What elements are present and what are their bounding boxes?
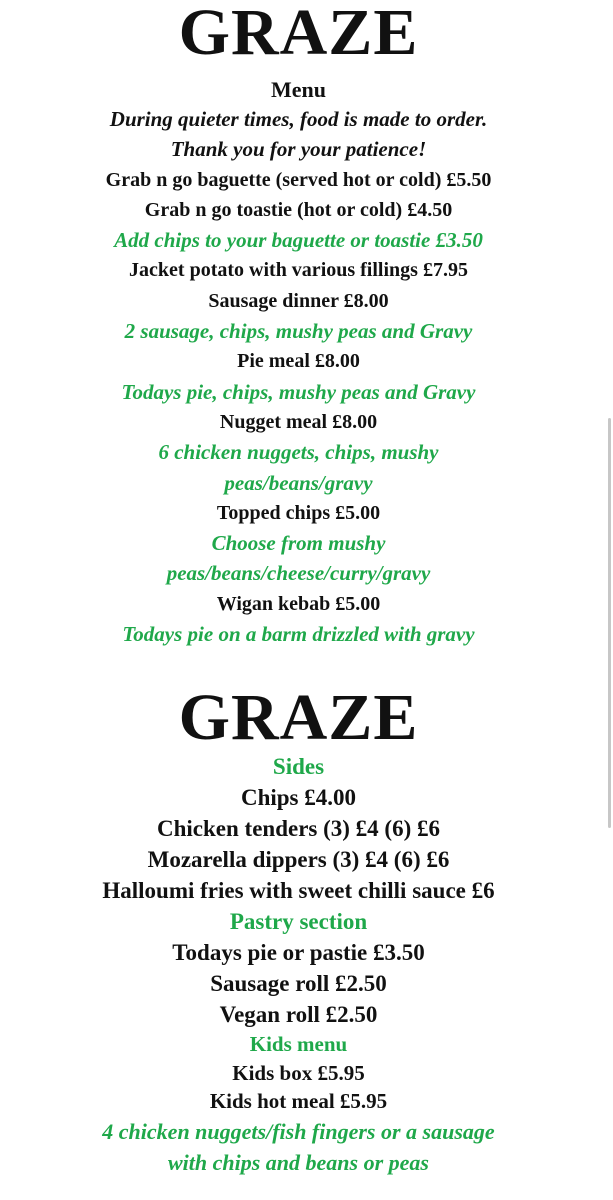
kids-note-line-2: with chips and beans or peas [168, 1149, 429, 1175]
menu-item-description: Todays pie, chips, mushy peas and Gravy [121, 379, 476, 404]
pastry-item: Vegan roll £2.50 [219, 1002, 378, 1028]
menu-item-sausage-dinner: Sausage dinner £8.00 [208, 289, 389, 312]
notice-line-2: Thank you for your patience! [170, 137, 427, 162]
side-item: Mozarella dippers (3) £4 (6) £6 [147, 847, 450, 873]
kids-item: Kids hot meal £5.95 [209, 1089, 388, 1114]
kids-note-line-1: 4 chicken nuggets/fish fingers or a sausage [102, 1118, 495, 1144]
menu-item-description: Todays pie on a barm drizzled with gravy [122, 622, 475, 647]
pastry-item: Sausage roll £2.50 [210, 971, 387, 997]
kids-heading: Kids menu [249, 1032, 348, 1057]
sides-heading: Sides [272, 754, 325, 780]
menu-item-description: peas/beans/cheese/curry/gravy [166, 561, 431, 586]
side-item: Chicken tenders (3) £4 (6) £6 [157, 816, 440, 842]
menu-item-toastie: Grab n go toastie (hot or cold) £4.50 [144, 198, 453, 221]
menu-item-description: 2 sausage, chips, mushy peas and Gravy [124, 319, 473, 344]
menu-item-pie-meal: Pie meal £8.00 [237, 350, 360, 373]
kids-item: Kids box £5.95 [232, 1060, 365, 1085]
menu-item-wigan-kebab: Wigan kebab £5.00 [216, 592, 381, 615]
side-item: Chips £4.00 [240, 785, 357, 811]
menu-item-jacket-potato: Jacket potato with various fillings £7.95 [129, 259, 468, 282]
menu-item-description: peas/beans/gravy [224, 470, 373, 495]
pastry-heading: Pastry section [229, 909, 368, 935]
menu-item-description: Choose from mushy [211, 531, 386, 556]
pastry-item: Todays pie or pastie £3.50 [172, 940, 425, 966]
menu-item-add-chips: Add chips to your baguette or toastie £3.50 [114, 228, 483, 253]
menu-heading: Menu [271, 77, 326, 102]
side-item: Halloumi fries with sweet chilli sauce £6 [102, 878, 495, 904]
menu-item-topped-chips: Topped chips £5.00 [216, 501, 381, 524]
scrollbar[interactable] [608, 418, 611, 828]
menu-item-description: 6 chicken nuggets, chips, mushy [158, 440, 439, 465]
graze-title: GRAZE [178, 0, 419, 69]
menu-item-nugget-meal: Nugget meal £8.00 [219, 410, 378, 433]
notice-line-1: During quieter times, food is made to order. [109, 107, 488, 131]
menu-item-baguette: Grab n go baguette (served hot or cold) £5.50 [105, 168, 492, 191]
graze-title: GRAZE [178, 681, 419, 755]
